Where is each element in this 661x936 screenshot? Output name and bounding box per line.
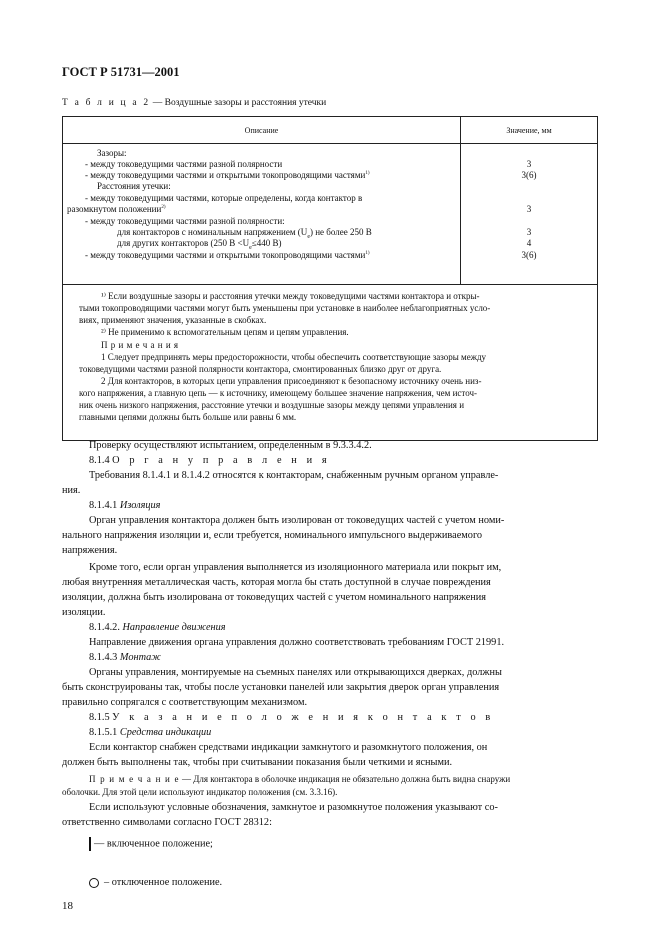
- table-note-line: виях, применяют значения, указанные в скобках.: [79, 315, 267, 325]
- table-note-line: кого напряжения, а главную цепь — к источнику, имеющему большее значение напряжения, чем источ-: [79, 388, 478, 398]
- paragraph-line: Направление движения органа управления должно соответствовать требованиям ГОСТ 21991.: [89, 637, 505, 648]
- table-row-value: 3(6): [521, 250, 537, 260]
- table-row-value: 3: [526, 204, 532, 214]
- table-caption-text: — Воздушные зазоры и расстояния утечки: [150, 98, 327, 108]
- page-number: 18: [62, 900, 73, 912]
- column-header-description: Описание: [63, 117, 461, 143]
- table-caption-label: Т а б л и ц а 2: [62, 98, 151, 108]
- table-row-text: Зазоры:: [97, 148, 127, 158]
- paragraph-line: быть сконструированы так, чтобы после установки панелей или закрытия дверок орган управления: [62, 682, 500, 693]
- symbol-off-line: – отключенное положение.: [89, 877, 222, 888]
- table-row-text: - между токоведущими частями разной полярности:: [85, 216, 285, 226]
- table-row-value: 3: [526, 159, 532, 169]
- table-note-line: главными цепями должны быть больше или равны 6 мм.: [79, 412, 297, 422]
- table-body: [63, 144, 597, 285]
- symbol-on-line: — включенное положение;: [89, 837, 213, 851]
- table-frame: [62, 116, 598, 441]
- document-header: ГОСТ Р 51731—2001: [62, 65, 180, 79]
- table-note-line: тыми токопроводящими частями могут быть уменьшены при установке в наиболее неблагоприятных усло-: [79, 303, 491, 313]
- paragraph-line: Проверку осуществляют испытанием, определенным в 9.3.3.4.2.: [89, 440, 372, 451]
- table-note-line: 2 Для контакторов, в которых цепи управления присоединяют к безопасному источнику очень низ-: [101, 376, 482, 386]
- paragraph-line: напряжения.: [62, 545, 118, 556]
- paragraph-line: ния.: [62, 485, 81, 496]
- table-note-line: ²⁾ Не применимо к вспомогательным цепям и цепям управления.: [101, 327, 349, 337]
- table-row-text: для контакторов с номинальным напряжением $(U_e)$ не более 250 В: [117, 227, 372, 240]
- table-row-text: - между токоведущими частями и открытыми токопроводящими частями$^{1)}$: [85, 250, 370, 260]
- table-notes: [63, 285, 597, 440]
- paragraph-line: Органы управления, монтируемые на съемных панелях или открывающихся дверках, должны: [89, 667, 502, 678]
- table-note-line: токоведущими частями разной полярности контактора, смонтированных близко друг от друга.: [79, 364, 442, 374]
- paragraph-line: Требования 8.1.4.1 и 8.1.4.2 относятся к контакторам, снабженным ручным органом управле-: [89, 470, 499, 481]
- table-row-text: - между токоведущими частями, которые определены, когда контактор в: [85, 193, 363, 203]
- section-heading-8-1-4-3: 8.1.4.3 Монтаж: [89, 652, 161, 663]
- paragraph-line: ответственно символами согласно ГОСТ 28312:: [62, 817, 272, 828]
- table-header: [63, 117, 597, 144]
- paragraph-line: любая внутренняя металлическая часть, которая могла бы стать доступной в случае повреждения: [62, 577, 491, 588]
- table-note-line: ник очень низкого напряжения, расстояние утечки и воздушные зазоры между цепями управления и: [79, 400, 465, 410]
- table-note-line: ¹⁾ Если воздушные зазоры и расстояния утечки между токоведущими частями контактора и откры-: [101, 291, 480, 301]
- paragraph-line: Орган управления контактора должен быть изолирован от токоведущих частей с учетом номи-: [89, 515, 505, 526]
- table-row-value: 3: [526, 227, 532, 237]
- table-row-value: 4: [526, 238, 532, 248]
- paragraph-line: правильно сопрягался с соответствующим механизмом.: [62, 697, 308, 708]
- table-row-text: - между токоведущими частями разной полярности: [85, 159, 283, 169]
- open-position-circle-icon: [89, 878, 99, 888]
- note-line: П р и м е ч а н и е — Для контактора в оболочке индикация не обязательно должна быть видна снаружи: [89, 774, 511, 784]
- table-row-text: Расстояния утечки:: [97, 181, 171, 191]
- closed-position-bar-icon: [89, 837, 91, 851]
- paragraph-line: Если используют условные обозначения, замкнутое и разомкнутое положения указывают со-: [89, 802, 498, 813]
- paragraph-line: изоляции.: [62, 607, 106, 618]
- note-line: оболочки. Для этой цели используют индикатор положения (см. 3.3.16).: [62, 787, 338, 797]
- table-note-line: 1 Следует предпринять меры предосторожности, чтобы обеспечить соответствующие зазоры между: [101, 352, 487, 362]
- section-heading-8-1-4-2: 8.1.4.2. Направление движения: [89, 622, 226, 633]
- table-row-text: для других контакторов (250 $В <U_e\le 440$ В): [117, 238, 282, 251]
- section-heading-8-1-5: 8.1.5 У к а з а н и е п о л о ж е н и я к о н т а к т о в: [89, 712, 494, 723]
- paragraph-line: Если контактор снабжен средствами индикации замкнутого и разомкнутого положения, он: [89, 742, 488, 753]
- column-header-value: Значение, мм: [506, 125, 552, 135]
- paragraph-line: нального напряжения изоляции и, если требуется, номинального импульсного выдерживаемого: [62, 530, 483, 541]
- section-heading-8-1-4-1: 8.1.4.1 Изоляция: [89, 500, 161, 511]
- table-caption: [62, 98, 326, 108]
- paragraph-line: изоляции, должна быть изолирована от токоведущих частей с учетом номинального напряжения: [62, 592, 487, 603]
- table-note-line: П р и м е ч а н и я: [101, 340, 179, 350]
- table-row-text: разомкнутом положении$^{2)}$: [67, 204, 166, 214]
- section-heading-8-1-5-1: 8.1.5.1 Средства индикации: [89, 727, 212, 738]
- table-row-value: 3(6): [521, 170, 537, 180]
- paragraph-line: Кроме того, если орган управления выполняется из изоляционного материала или покрыт им,: [89, 562, 502, 573]
- table-row-text: - между токоведущими частями и открытыми токопроводящими частями$^{1)}$: [85, 170, 370, 180]
- paragraph-line: должен быть выполнены так, чтобы при считывании показания были четкими и ясными.: [62, 757, 453, 768]
- section-heading-8-1-4: 8.1.4 О р г а н у п р а в л е н и я: [89, 455, 331, 466]
